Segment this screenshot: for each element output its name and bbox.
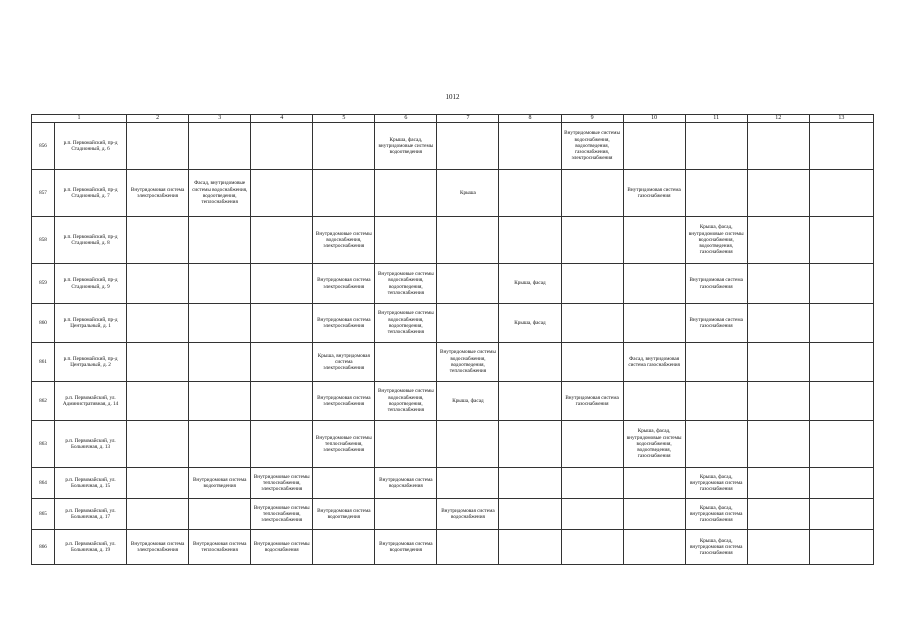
table-row (32, 304, 874, 343)
header-cell: 10 (623, 115, 685, 123)
work-cell (747, 217, 809, 264)
table-row (32, 468, 874, 499)
work-cell: Внутридомовая система электроснабжения (313, 382, 375, 421)
work-cell (437, 304, 499, 343)
work-cell (623, 304, 685, 343)
address-cell: р.п. Первомайский, пр-д Стадионный, д. 9 (55, 264, 127, 304)
work-cell (809, 170, 873, 217)
work-cell (189, 264, 251, 304)
work-cell (747, 123, 809, 170)
header-cell: 8 (499, 115, 561, 123)
work-cell: Крыша, фасад, внутридомовая система газоснабжения (685, 499, 747, 530)
work-cell (127, 343, 189, 382)
work-cell: Крыша, внутридомовая система электроснабжения (313, 343, 375, 382)
work-cell: Внутридомовая система газоснабжения (685, 304, 747, 343)
work-cell (251, 304, 313, 343)
work-cell: Внутридомовые системы водоснабжения, электроснабжения (313, 217, 375, 264)
work-cell (313, 170, 375, 217)
work-cell (561, 499, 623, 530)
work-cell: Внутридомовые системы водоснабжения, водоотведения, теплоснабжения (375, 382, 437, 421)
work-cell (251, 217, 313, 264)
address-cell: р.п. Первомайский, ул. Больничная, д. 19 (55, 530, 127, 565)
address-cell: р.п. Первомайский, пр-д Стадионный, д. 6 (55, 123, 127, 170)
row-number: 864 (32, 468, 55, 499)
work-cell (623, 264, 685, 304)
work-cell (251, 123, 313, 170)
work-cell (127, 217, 189, 264)
work-cell: Внутридомовая система водоснабжения (437, 499, 499, 530)
work-cell (437, 421, 499, 468)
work-cell (189, 343, 251, 382)
work-cell (189, 382, 251, 421)
address-cell: р.п. Первомайский, ул. Административная, д. 14 (55, 382, 127, 421)
work-cell (189, 421, 251, 468)
work-cell (251, 264, 313, 304)
work-cell: Внутридомовая система газоснабжения (561, 382, 623, 421)
work-cell (189, 304, 251, 343)
row-number: 861 (32, 343, 55, 382)
work-cell (747, 468, 809, 499)
work-cell (251, 343, 313, 382)
work-cell (499, 499, 561, 530)
work-cell (313, 530, 375, 565)
work-cell (499, 170, 561, 217)
header-cell: 6 (375, 115, 437, 123)
work-cell: Внутридомовая система электроснабжения (127, 170, 189, 217)
work-cell (499, 343, 561, 382)
header-row (32, 115, 874, 123)
work-cell (685, 123, 747, 170)
work-cell: Внутридомовая система водоотведения (313, 499, 375, 530)
work-cell (747, 499, 809, 530)
work-cell (685, 382, 747, 421)
work-cell: Крыша, фасад, внутридомовые системы водоснабжения, водоотведения, газоснабжения (623, 421, 685, 468)
work-cell: Крыша, фасад (499, 264, 561, 304)
work-cell (747, 421, 809, 468)
header-cell-0: 1 (32, 115, 127, 123)
work-cell (747, 264, 809, 304)
work-cell: Внутридомовые системы теплоснабжения, электроснабжения (251, 499, 313, 530)
table-row (32, 421, 874, 468)
work-cell (561, 264, 623, 304)
row-number: 856 (32, 123, 55, 170)
work-cell (437, 530, 499, 565)
work-cell: Фасад, внутридомовая система газоснабжения (623, 343, 685, 382)
work-cell (747, 530, 809, 565)
header-cell: 4 (251, 115, 313, 123)
row-number: 859 (32, 264, 55, 304)
work-cell (809, 421, 873, 468)
work-cell (685, 421, 747, 468)
table-row (32, 217, 874, 264)
header-cell: 12 (747, 115, 809, 123)
work-cell (561, 468, 623, 499)
header-cell: 2 (127, 115, 189, 123)
work-cell (809, 343, 873, 382)
work-cell (685, 170, 747, 217)
work-cell: Внутридомовые системы водоснабжения, водоотведения, газоснабжения, электроснабжения (561, 123, 623, 170)
work-cell: Внутридомовые системы водоснабжения, водоотведения, теплоснабжения (375, 264, 437, 304)
address-cell: р.п. Первомайский, пр-д Центральный, д. 2 (55, 343, 127, 382)
work-cell (499, 421, 561, 468)
work-cell: Внутридомовая система газоснабжения (685, 264, 747, 304)
work-cell (437, 468, 499, 499)
table-row (32, 264, 874, 304)
work-cell (809, 499, 873, 530)
address-cell: р.п. Первомайский, ул. Больничная, д. 13 (55, 421, 127, 468)
work-cell: Внутридомовая система водоснабжения (375, 468, 437, 499)
work-cell: Внутридомовая система электроснабжения (127, 530, 189, 565)
work-cell: Крыша, фасад, внутридомовая система газоснабжения (685, 530, 747, 565)
table-row (32, 499, 874, 530)
header-cell: 13 (809, 115, 873, 123)
table-row (32, 530, 874, 565)
work-cell (127, 304, 189, 343)
work-cell (127, 382, 189, 421)
work-cell: Внутридомовая система газоснабжения (623, 170, 685, 217)
work-cell (747, 304, 809, 343)
row-number: 862 (32, 382, 55, 421)
work-cell (251, 382, 313, 421)
work-cell (747, 382, 809, 421)
work-cell (313, 468, 375, 499)
work-cell (499, 530, 561, 565)
header-cell: 3 (189, 115, 251, 123)
work-cell: Внутридомовые системы водоснабжения, водоотведения, теплоснабжения (375, 304, 437, 343)
work-cell (313, 123, 375, 170)
work-cell: Крыша, фасад (499, 304, 561, 343)
work-cell: Внутридомовые системы теплоснабжения, электроснабжения (251, 468, 313, 499)
work-cell (189, 123, 251, 170)
work-cell (809, 530, 873, 565)
header-cell: 9 (561, 115, 623, 123)
work-cell (623, 499, 685, 530)
address-cell: р.п. Первомайский, пр-д Стадионный, д. 8 (55, 217, 127, 264)
table-row (32, 382, 874, 421)
work-cell (189, 217, 251, 264)
header-cell: 11 (685, 115, 747, 123)
work-cell (127, 123, 189, 170)
work-cell (561, 421, 623, 468)
work-cell: Внутридомовые системы водоснабжения (251, 530, 313, 565)
work-cell (127, 421, 189, 468)
work-cell: Внутридомовая система водоотведения (375, 530, 437, 565)
work-cell (127, 499, 189, 530)
row-number: 863 (32, 421, 55, 468)
work-cell (561, 343, 623, 382)
work-cell (499, 468, 561, 499)
work-cell (561, 217, 623, 264)
work-cell: Крыша (437, 170, 499, 217)
work-cell (189, 499, 251, 530)
table-row (32, 123, 874, 170)
header-cell: 5 (313, 115, 375, 123)
work-cell (437, 123, 499, 170)
header-cell: 7 (437, 115, 499, 123)
work-cell (499, 123, 561, 170)
repair-schedule-table (31, 114, 874, 565)
work-cell: Внутридомовая система водоотведения (189, 468, 251, 499)
work-cell: Крыша, фасад (437, 382, 499, 421)
address-cell: р.п. Первомайский, пр-д Центральный, д. 1 (55, 304, 127, 343)
row-number: 860 (32, 304, 55, 343)
row-number: 865 (32, 499, 55, 530)
work-cell (561, 304, 623, 343)
work-cell (127, 264, 189, 304)
work-cell (747, 170, 809, 217)
work-cell (127, 468, 189, 499)
work-cell (375, 217, 437, 264)
work-cell (809, 217, 873, 264)
row-number: 858 (32, 217, 55, 264)
work-cell (623, 217, 685, 264)
address-cell: р.п. Первомайский, пр-д Стадионный, д. 7 (55, 170, 127, 217)
work-cell (437, 264, 499, 304)
work-cell: Крыша, фасад, внутридомовая система газоснабжения (685, 468, 747, 499)
work-cell (499, 217, 561, 264)
work-cell: Внутридомовая система электроснабжения (313, 264, 375, 304)
work-cell (499, 382, 561, 421)
work-cell: Внутридомовые системы водоснабжения, водоотведения, теплоснабжения (437, 343, 499, 382)
work-cell (251, 421, 313, 468)
work-cell: Крыша, фасад, внутридомовые системы водоснабжения, водоотведения, газоснабжения (685, 217, 747, 264)
address-cell: р.п. Первомайский, ул. Больничная, д. 17 (55, 499, 127, 530)
work-cell (623, 468, 685, 499)
page-number: 1012 (445, 93, 460, 101)
work-cell (623, 123, 685, 170)
work-cell (685, 343, 747, 382)
work-cell (809, 382, 873, 421)
work-cell (375, 499, 437, 530)
work-cell (809, 304, 873, 343)
work-cell (747, 343, 809, 382)
work-cell: Внутридомовая система электроснабжения (313, 304, 375, 343)
table-row (32, 343, 874, 382)
work-cell (809, 264, 873, 304)
row-number: 857 (32, 170, 55, 217)
work-cell (561, 530, 623, 565)
work-cell (809, 468, 873, 499)
work-cell (375, 170, 437, 217)
work-cell (251, 170, 313, 217)
address-cell: р.п. Первомайский, ул. Больничная, д. 15 (55, 468, 127, 499)
table-row (32, 170, 874, 217)
work-cell (437, 217, 499, 264)
work-cell (623, 530, 685, 565)
work-cell (809, 123, 873, 170)
work-cell (375, 421, 437, 468)
work-cell (561, 170, 623, 217)
work-cell (623, 382, 685, 421)
work-cell: Внутридомовые системы теплоснабжения, электроснабжения (313, 421, 375, 468)
row-number: 866 (32, 530, 55, 565)
work-cell: Внутридомовая система теплоснабжения (189, 530, 251, 565)
work-cell: Фасад, внутридомовые системы водоснабжения, водоотведения, теплоснабжения (189, 170, 251, 217)
work-cell (375, 343, 437, 382)
work-cell: Крыша, фасад, внутридомовые системы водоотведения (375, 123, 437, 170)
